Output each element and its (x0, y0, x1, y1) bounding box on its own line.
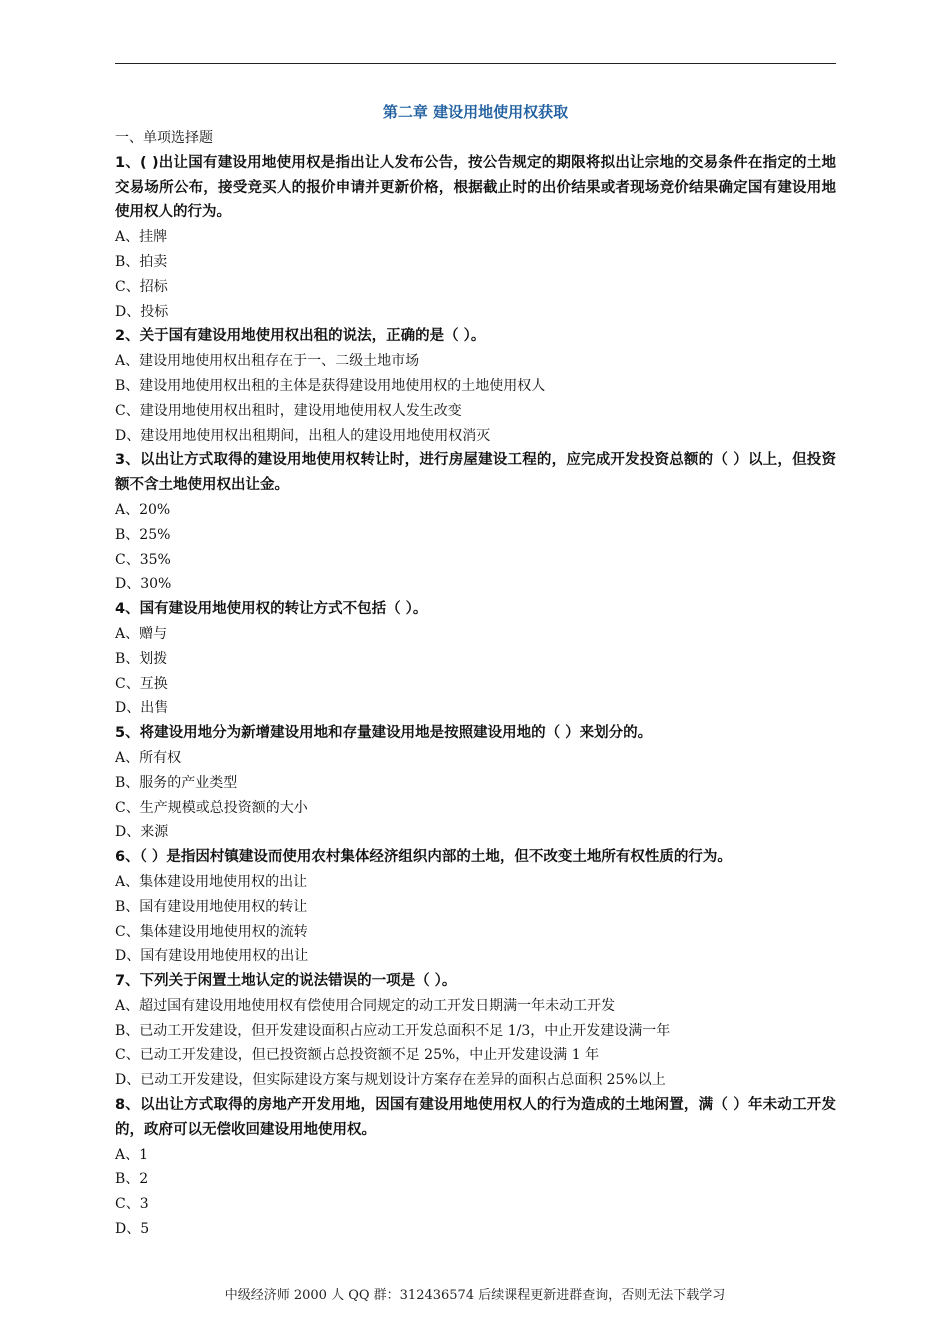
chapter-title: 第二章 建设用地使用权获取 (382, 103, 569, 121)
option-c: C、招标 (115, 278, 168, 295)
question-8 (115, 1093, 836, 1242)
option-d: D、5 (115, 1221, 150, 1238)
option-c: C、35% (115, 551, 171, 568)
option-a: A、20% (115, 501, 171, 518)
question-text: 1、( )出让国有建设用地使用权是指出让人发布公告，按公告规定的期限将拟出让宗地的交易条件在指定的土地交易场所公布，接受竞买人的报价申请并更新价格，根据截止时的出价结果或者现场竞价结果确定国有建设用地使用权人的行为。 (115, 154, 836, 221)
option-b: B、划拨 (115, 650, 168, 667)
document-body (115, 98, 836, 1242)
option-b: B、25% (115, 526, 171, 543)
option-a: A、超过国有建设用地使用权有偿使用合同规定的动工开发日期满一年未动工开发 (115, 997, 616, 1014)
question-3 (115, 448, 836, 597)
question-text: 3、以出让方式取得的建设用地使用权转让时，进行房屋建设工程的，应完成开发投资总额的（ ）以上，但投资额不含土地使用权出让金。 (115, 452, 836, 494)
option-c: C、互换 (115, 675, 168, 692)
question-1 (115, 151, 836, 325)
question-5 (115, 721, 836, 845)
option-b: B、2 (115, 1171, 149, 1188)
option-b: B、已动工开发建设，但开发建设面积占应动工开发总面积不足 1/3，中止开发建设满一年 (115, 1022, 671, 1039)
question-text: 7、下列关于闲置土地认定的说法错误的一项是（ ）。 (115, 973, 457, 990)
option-b: B、服务的产业类型 (115, 774, 238, 791)
question-text: 8、以出让方式取得的房地产开发用地，因国有建设用地使用权人的行为造成的土地闲置，满（ ）年未动工开发的，政府可以无偿收回建设用地使用权。 (115, 1097, 836, 1138)
option-a: A、集体建设用地使用权的出让 (115, 873, 308, 890)
option-a: A、1 (115, 1146, 149, 1163)
option-d: D、出售 (115, 700, 169, 717)
option-c: C、已动工开发建设，但已投资额占总投资额不足 25%，中止开发建设满 1 年 (115, 1047, 600, 1064)
option-a: A、所有权 (115, 749, 182, 766)
question-text: 6、（ ）是指因村镇建设而使用农村集体经济组织内部的土地，但不改变土地所有权性质的行为。 (115, 849, 732, 866)
page-footer: 中级经济师 2000 人 QQ 群：312436574 后续课程更新进群查询，否则无法下载学习 (224, 1288, 726, 1303)
question-text: 4、国有建设用地使用权的转让方式不包括（ ）。 (115, 601, 428, 618)
option-c: C、3 (115, 1196, 149, 1213)
option-c: C、集体建设用地使用权的流转 (115, 923, 308, 940)
option-d: D、国有建设用地使用权的出让 (115, 948, 309, 965)
option-b: B、国有建设用地使用权的转让 (115, 898, 308, 915)
question-7 (115, 969, 836, 1093)
option-d: D、来源 (115, 824, 169, 841)
option-b: B、拍卖 (115, 253, 168, 270)
option-b: B、建设用地使用权出租的主体是获得建设用地使用权的土地使用权人 (115, 377, 546, 394)
question-4 (115, 597, 836, 721)
question-2 (115, 324, 836, 448)
option-d: D、已动工开发建设，但实际建设方案与规划设计方案存在差异的面积占总面积 25%以上 (115, 1072, 666, 1089)
section-label: 一、单项选择题 (115, 130, 213, 146)
option-d: D、投标 (115, 303, 169, 320)
option-a: A、赠与 (115, 625, 168, 642)
option-a: A、挂牌 (115, 229, 168, 246)
option-d: D、建设用地使用权出租期间，出租人的建设用地使用权消灭 (115, 427, 491, 444)
question-text: 5、将建设用地分为新增建设用地和存量建设用地是按照建设用地的（ ）来划分的。 (115, 725, 653, 742)
question-text: 2、关于国有建设用地使用权出租的说法，正确的是（ ）。 (115, 328, 486, 345)
question-6 (115, 845, 836, 969)
option-a: A、建设用地使用权出租存在于一、二级土地市场 (115, 353, 420, 370)
header-rule (115, 63, 836, 64)
option-c: C、建设用地使用权出租时，建设用地使用权人发生改变 (115, 402, 462, 419)
option-d: D、30% (115, 576, 172, 593)
option-c: C、生产规模或总投资额的大小 (115, 799, 308, 816)
